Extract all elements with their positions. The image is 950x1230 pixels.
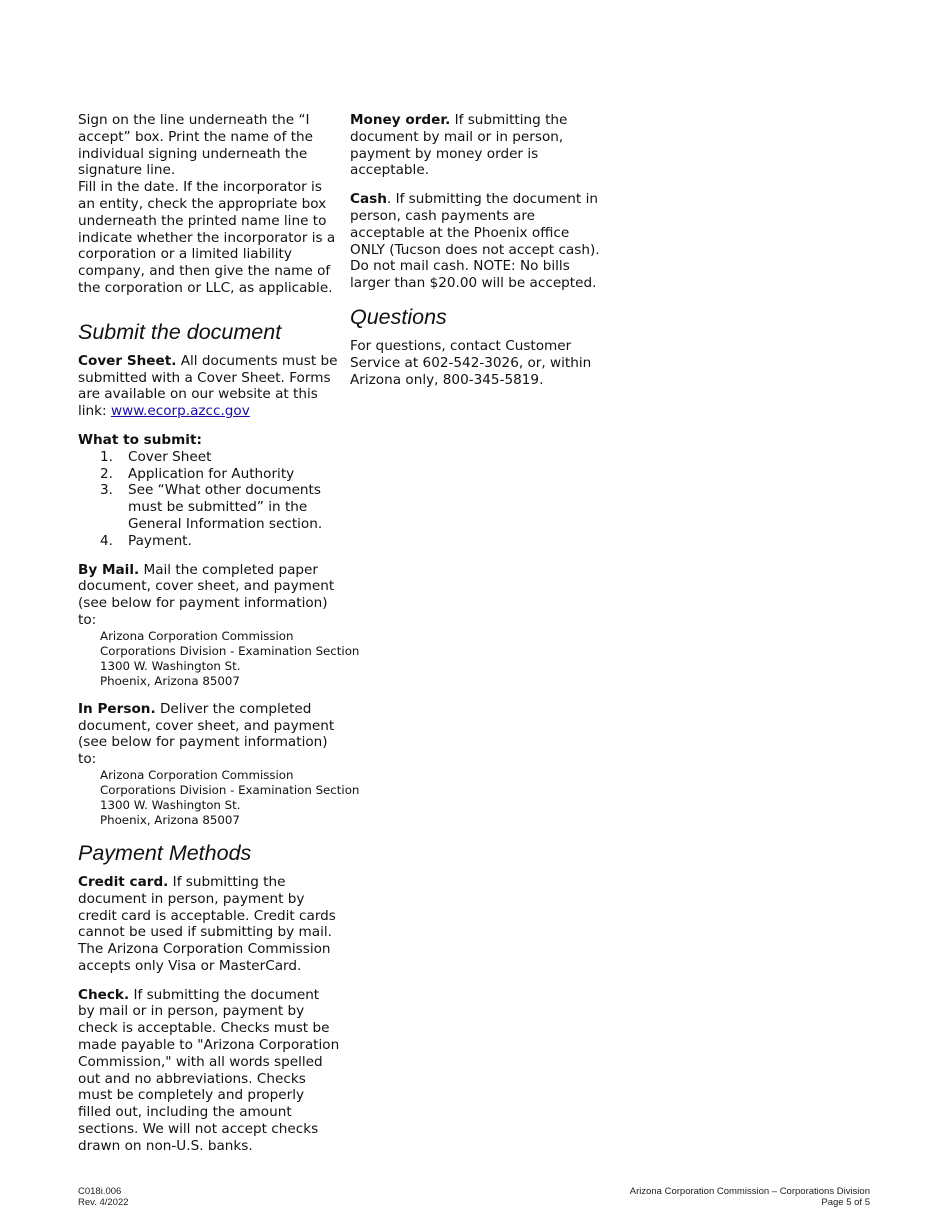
mail-address — [78, 628, 360, 689]
list-item-number: 2. — [100, 465, 113, 482]
address-line: Arizona Corporation Commission — [100, 767, 294, 782]
list-item-text: See “What other documents must be submitted” in the General Information section. — [128, 482, 323, 532]
ecorp-website-link[interactable]: www.ecorp.azcc.gov — [110, 403, 250, 420]
by-mail-label: By Mail. — [78, 561, 140, 578]
in-person-address — [78, 767, 360, 828]
list-item-text: Payment. — [128, 532, 192, 549]
submit-heading: Submit the document — [78, 319, 282, 344]
in-person-text: Deliver the completed document, cover sheet, and payment (see below for payment information) to: — [78, 700, 335, 768]
credit-card-paragraph — [78, 874, 340, 975]
list-item-number: 1. — [100, 448, 113, 465]
in-person-label: In Person. — [78, 700, 156, 717]
cover-sheet-label: Cover Sheet. — [78, 352, 177, 369]
list-item-text: Cover Sheet — [128, 448, 212, 465]
address-line: Phoenix, Arizona 85007 — [100, 673, 240, 688]
credit-card-label: Credit card. — [78, 873, 169, 890]
check-label: Check. — [78, 986, 130, 1003]
revision-date: Rev. 4/2022 — [78, 1197, 129, 1208]
what-to-submit-label: What to submit: — [78, 431, 202, 448]
money-order-text: If submitting the document by mail or in person, payment by money order is acceptable. — [350, 112, 568, 179]
submit-list — [78, 449, 340, 550]
address-line: Corporations Division - Examination Section — [100, 643, 360, 658]
payment-heading: Payment Methods — [78, 840, 252, 865]
organization-name: Arizona Corporation Commission – Corporations Division — [629, 1186, 870, 1197]
address-line: 1300 W. Washington St. — [100, 658, 241, 673]
address-line: Corporations Division - Examination Section — [100, 782, 360, 797]
list-item — [78, 482, 340, 532]
address-line: 1300 W. Washington St. — [100, 797, 241, 812]
money-order-paragraph — [350, 112, 608, 179]
page-number: Page 5 of 5 — [821, 1197, 870, 1208]
by-mail-text: Mail the completed paper document, cover sheet, and payment (see below for payment information) to: — [78, 561, 335, 628]
date-instructions: Fill in the date. If the incorporator is an entity, check the appropriate box underneath the printed name line to indicate whether the incorporator is a corporation or a limited liability company, and then give the name of the corporation or LLC, as applicable. — [78, 179, 336, 296]
questions-heading: Questions — [350, 304, 447, 329]
what-to-submit — [78, 432, 340, 550]
list-item-number: 4. — [100, 532, 113, 549]
check-paragraph — [78, 987, 340, 1155]
footer-left — [78, 1186, 129, 1208]
left-column — [78, 112, 360, 1167]
address-line: Arizona Corporation Commission — [100, 628, 294, 643]
credit-card-text: If submitting the document in person, payment by credit card is acceptable. Credit cards cannot be used if submitting by mail. The Arizona Corporation Commission accepts only Visa or MasterCard. — [78, 873, 336, 974]
by-mail-paragraph — [78, 562, 340, 629]
footer-right — [630, 1186, 870, 1208]
cover-sheet-text: All documents must be submitted with a Cover Sheet. Forms are available on our website at this link: — [78, 352, 338, 420]
check-text: If submitting the document by mail or in person, payment by check is acceptable. Checks must be made payable to "Arizona Corporation Commission," with all words spelled out and no abbreviations. Checks must be completely and properly filled out, including the amount sections. We will not accept checks drawn on non-U.S. banks. — [78, 986, 340, 1154]
cover-sheet-paragraph — [78, 353, 340, 420]
in-person-paragraph — [78, 701, 340, 768]
cash-text: . If submitting the document in person, cash payments are acceptable at the Phoenix office ONLY (Tucson does not accept cash). Do not mail cash. NOTE: No bills larger than $20.00 will be accepted. — [350, 191, 600, 292]
list-item — [78, 466, 340, 483]
questions-text: For questions, contact Customer Service at 602-542-3026, or, within Arizona only, 800-345-5819. — [350, 337, 592, 388]
list-item-number: 3. — [100, 482, 113, 499]
address-line: Phoenix, Arizona 85007 — [100, 812, 240, 827]
form-code: C018i.006 — [78, 1186, 122, 1197]
cash-label: Cash — [350, 191, 387, 208]
list-item — [78, 449, 340, 466]
cash-paragraph — [350, 191, 608, 292]
right-column — [350, 112, 608, 400]
money-order-label: Money order. — [350, 112, 451, 128]
list-item — [78, 533, 340, 550]
list-item-text: Application for Authority — [128, 465, 295, 482]
signing-instructions: Sign on the line underneath the “I accept” box. Print the name of the individual signing underneath the signature line. — [78, 112, 314, 179]
